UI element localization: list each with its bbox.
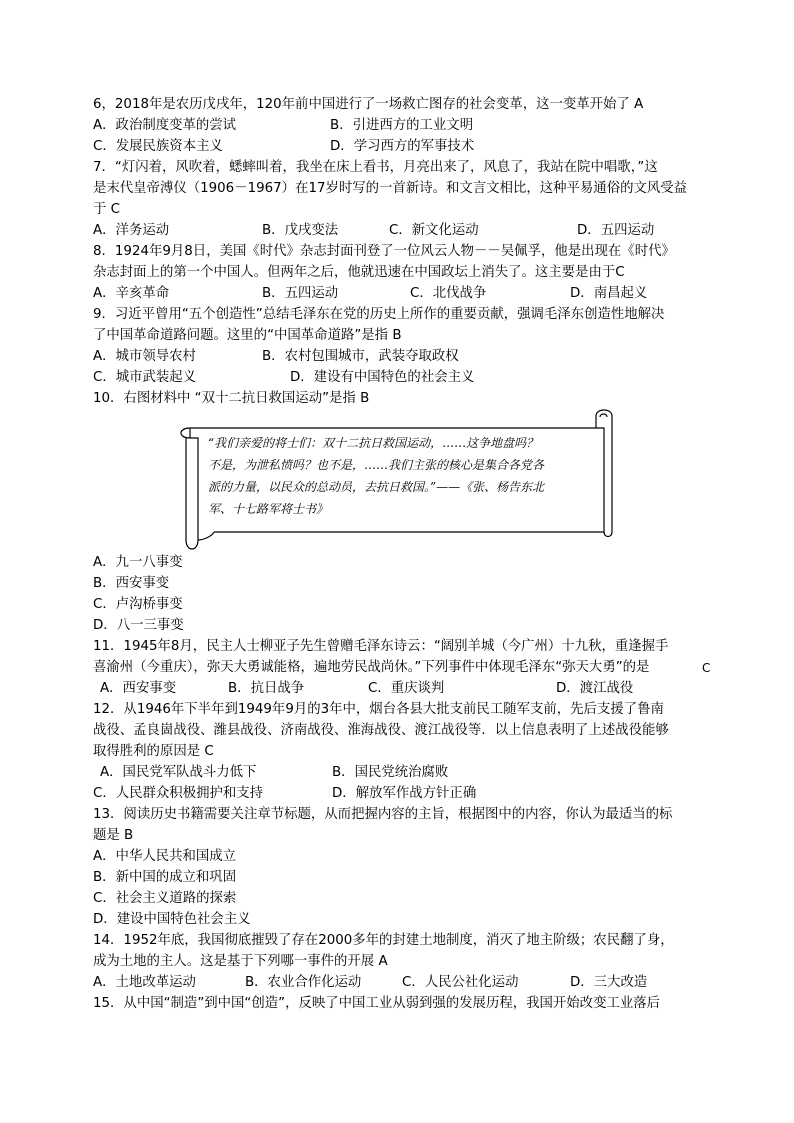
q14-option-c: C．人民公社化运动 bbox=[402, 975, 519, 990]
q11-answer: C bbox=[702, 661, 711, 675]
q10-option-b: B．西安事变 bbox=[93, 576, 170, 591]
q14-stem-line1: 14．1952年底，我国彻底摧毁了存在2000多年的封建土地制度，消灭了地主阶级；农民翻了身， bbox=[93, 933, 674, 948]
scroll-quote-line3: 派的力量，以民众的总动员，去抗日救国。”——《张、杨告东北 bbox=[208, 480, 545, 494]
q9-option-c: C．城市武装起义 bbox=[93, 370, 197, 385]
q10-stem: 10．右图材料中 “双十二抗日救国运动”是指 B bbox=[93, 391, 370, 406]
q13-stem-line1: 13．阅读历史书籍需要关注章节标题，从而把握内容的主旨，根据图中的内容，你认为最适当的标 bbox=[93, 807, 673, 822]
q10-option-c: C．卢沟桥事变 bbox=[93, 597, 183, 612]
q12-option-b: B．国民党统治腐败 bbox=[332, 765, 449, 780]
q7-option-c: C．新文化运动 bbox=[389, 223, 479, 238]
q6-stem: 6，2018年是农历戊戌年，120年前中国进行了一场救亡图存的社会变革，这一变革开始了 A bbox=[93, 97, 644, 112]
q8-stem-line2: 杂志封面上的第一个中国人。但两年之后，他就迅速在中国政坛上消失了。这主要是由于C bbox=[93, 265, 625, 280]
q13-option-a: A．中华人民共和国成立 bbox=[93, 849, 237, 864]
q8-option-b: B．五四运动 bbox=[262, 286, 339, 301]
scroll-quote-line1: “我们亲爱的将士们：双十二抗日救国运动，……这争地盘吗？ bbox=[208, 436, 539, 450]
q8-option-d: D．南昌起义 bbox=[570, 286, 648, 301]
q13-stem-line2: 题是 B bbox=[93, 828, 134, 843]
q6-option-a: A．政治制度变革的尝试 bbox=[93, 118, 237, 133]
q6-option-b: B．引进西方的工业文明 bbox=[330, 118, 474, 133]
q14-option-b: B．农业合作化运动 bbox=[245, 975, 362, 990]
scroll-quote-line4: 军、十七路军将士书》 bbox=[208, 502, 329, 516]
q11-option-b: B．抗日战争 bbox=[228, 681, 305, 696]
q6-option-d: D．学习西方的军事技术 bbox=[330, 139, 475, 154]
q8-stem-line1: 8．1924年9月8日，美国《时代》杂志封面刊登了一位风云人物－－吴佩孚，他是出现在《时代》 bbox=[93, 244, 675, 259]
q9-option-a: A．城市领导农村 bbox=[93, 349, 196, 364]
q12-option-c: C．人民群众积极拥护和支持 bbox=[93, 786, 264, 801]
q14-option-a: A．土地改革运动 bbox=[93, 975, 196, 990]
q7-stem-line3: 于 C bbox=[93, 202, 120, 217]
q9-option-d: D．建设有中国特色的社会主义 bbox=[290, 370, 475, 385]
q8-option-a: A．辛亥革命 bbox=[93, 286, 170, 301]
q7-option-d: D．五四运动 bbox=[577, 223, 655, 238]
q14-option-d: D．三大改造 bbox=[570, 975, 648, 990]
q8-option-c: C．北伐战争 bbox=[410, 286, 487, 301]
q13-option-c: C．社会主义道路的探索 bbox=[93, 891, 237, 906]
q7-option-a: A．洋务运动 bbox=[93, 223, 170, 238]
q10-option-a: A．九一八事变 bbox=[93, 555, 183, 570]
q7-stem-line1: 7．“灯闪着，风吹着，蟋蟀叫着，我坐在床上看书，月亮出来了，风息了，我站在院中唱歌，”这 bbox=[93, 160, 658, 175]
q9-option-b: B．农村包围城市，武装夺取政权 bbox=[262, 349, 459, 364]
q11-stem-line2: 喜渝州（今重庆），弥天大勇诚能格，遍地劳民战尚休。”下列事件中体现毛泽东“弥天大勇”的是 bbox=[93, 660, 650, 675]
q10-option-d: D．八一三事变 bbox=[93, 618, 184, 633]
q12-stem-line3: 取得胜利的原因是 C bbox=[93, 744, 214, 759]
scroll-quote-line2: 不是，为泄私愤吗？也不是，……我们主张的核心是集合各党各 bbox=[208, 458, 545, 472]
q13-option-d: D．建设中国特色社会主义 bbox=[93, 912, 251, 927]
q11-option-a: A．西安事变 bbox=[100, 681, 177, 696]
q15-stem-line1: 15．从中国“制造”到中国“创造”，反映了中国工业从弱到强的发展历程，我国开始改变工业落后 bbox=[93, 996, 661, 1011]
q12-stem-line1: 12．从1946年下半年到1949年9月的3年中，烟台各县大批支前民工随军支前，先后支援了鲁南 bbox=[93, 702, 664, 717]
q13-option-b: B．新中国的成立和巩固 bbox=[93, 870, 237, 885]
q11-option-c: C．重庆谈判 bbox=[368, 681, 445, 696]
q12-option-d: D．解放军作战方针正确 bbox=[332, 786, 477, 801]
q9-stem-line1: 9．习近平曾用“五个创造性”总结毛泽东在党的历史上所作的重要贡献，强调毛泽东创造性地解决 bbox=[93, 307, 665, 322]
q11-stem-line1: 11．1945年8月，民主人士柳亚子先生曾赠毛泽东诗云：“阔别羊城（今广州）十九秋，重逢握手 bbox=[93, 639, 669, 654]
q14-stem-line2: 成为土地的主人。这是基于下列哪一事件的开展 A bbox=[93, 954, 388, 969]
q7-stem-line2: 是末代皇帝溥仪（1906－1967）在17岁时写的一首新诗。和文言文相比，这种平易通俗的文风受益 bbox=[93, 181, 688, 196]
q6-option-c: C．发展民族资本主义 bbox=[93, 139, 223, 154]
q9-stem-line2: 了中国革命道路问题。这里的“中国革命道路”是指 B bbox=[93, 328, 402, 343]
q12-option-a: A．国民党军队战斗力低下 bbox=[100, 765, 257, 780]
q7-option-b: B．戊戌变法 bbox=[262, 223, 339, 238]
q12-stem-line2: 战役、孟良崮战役、潍县战役、济南战役、淮海战役、渡江战役等．以上信息表明了上述战役能够 bbox=[93, 723, 669, 738]
q11-option-d: D．渡江战役 bbox=[556, 681, 634, 696]
